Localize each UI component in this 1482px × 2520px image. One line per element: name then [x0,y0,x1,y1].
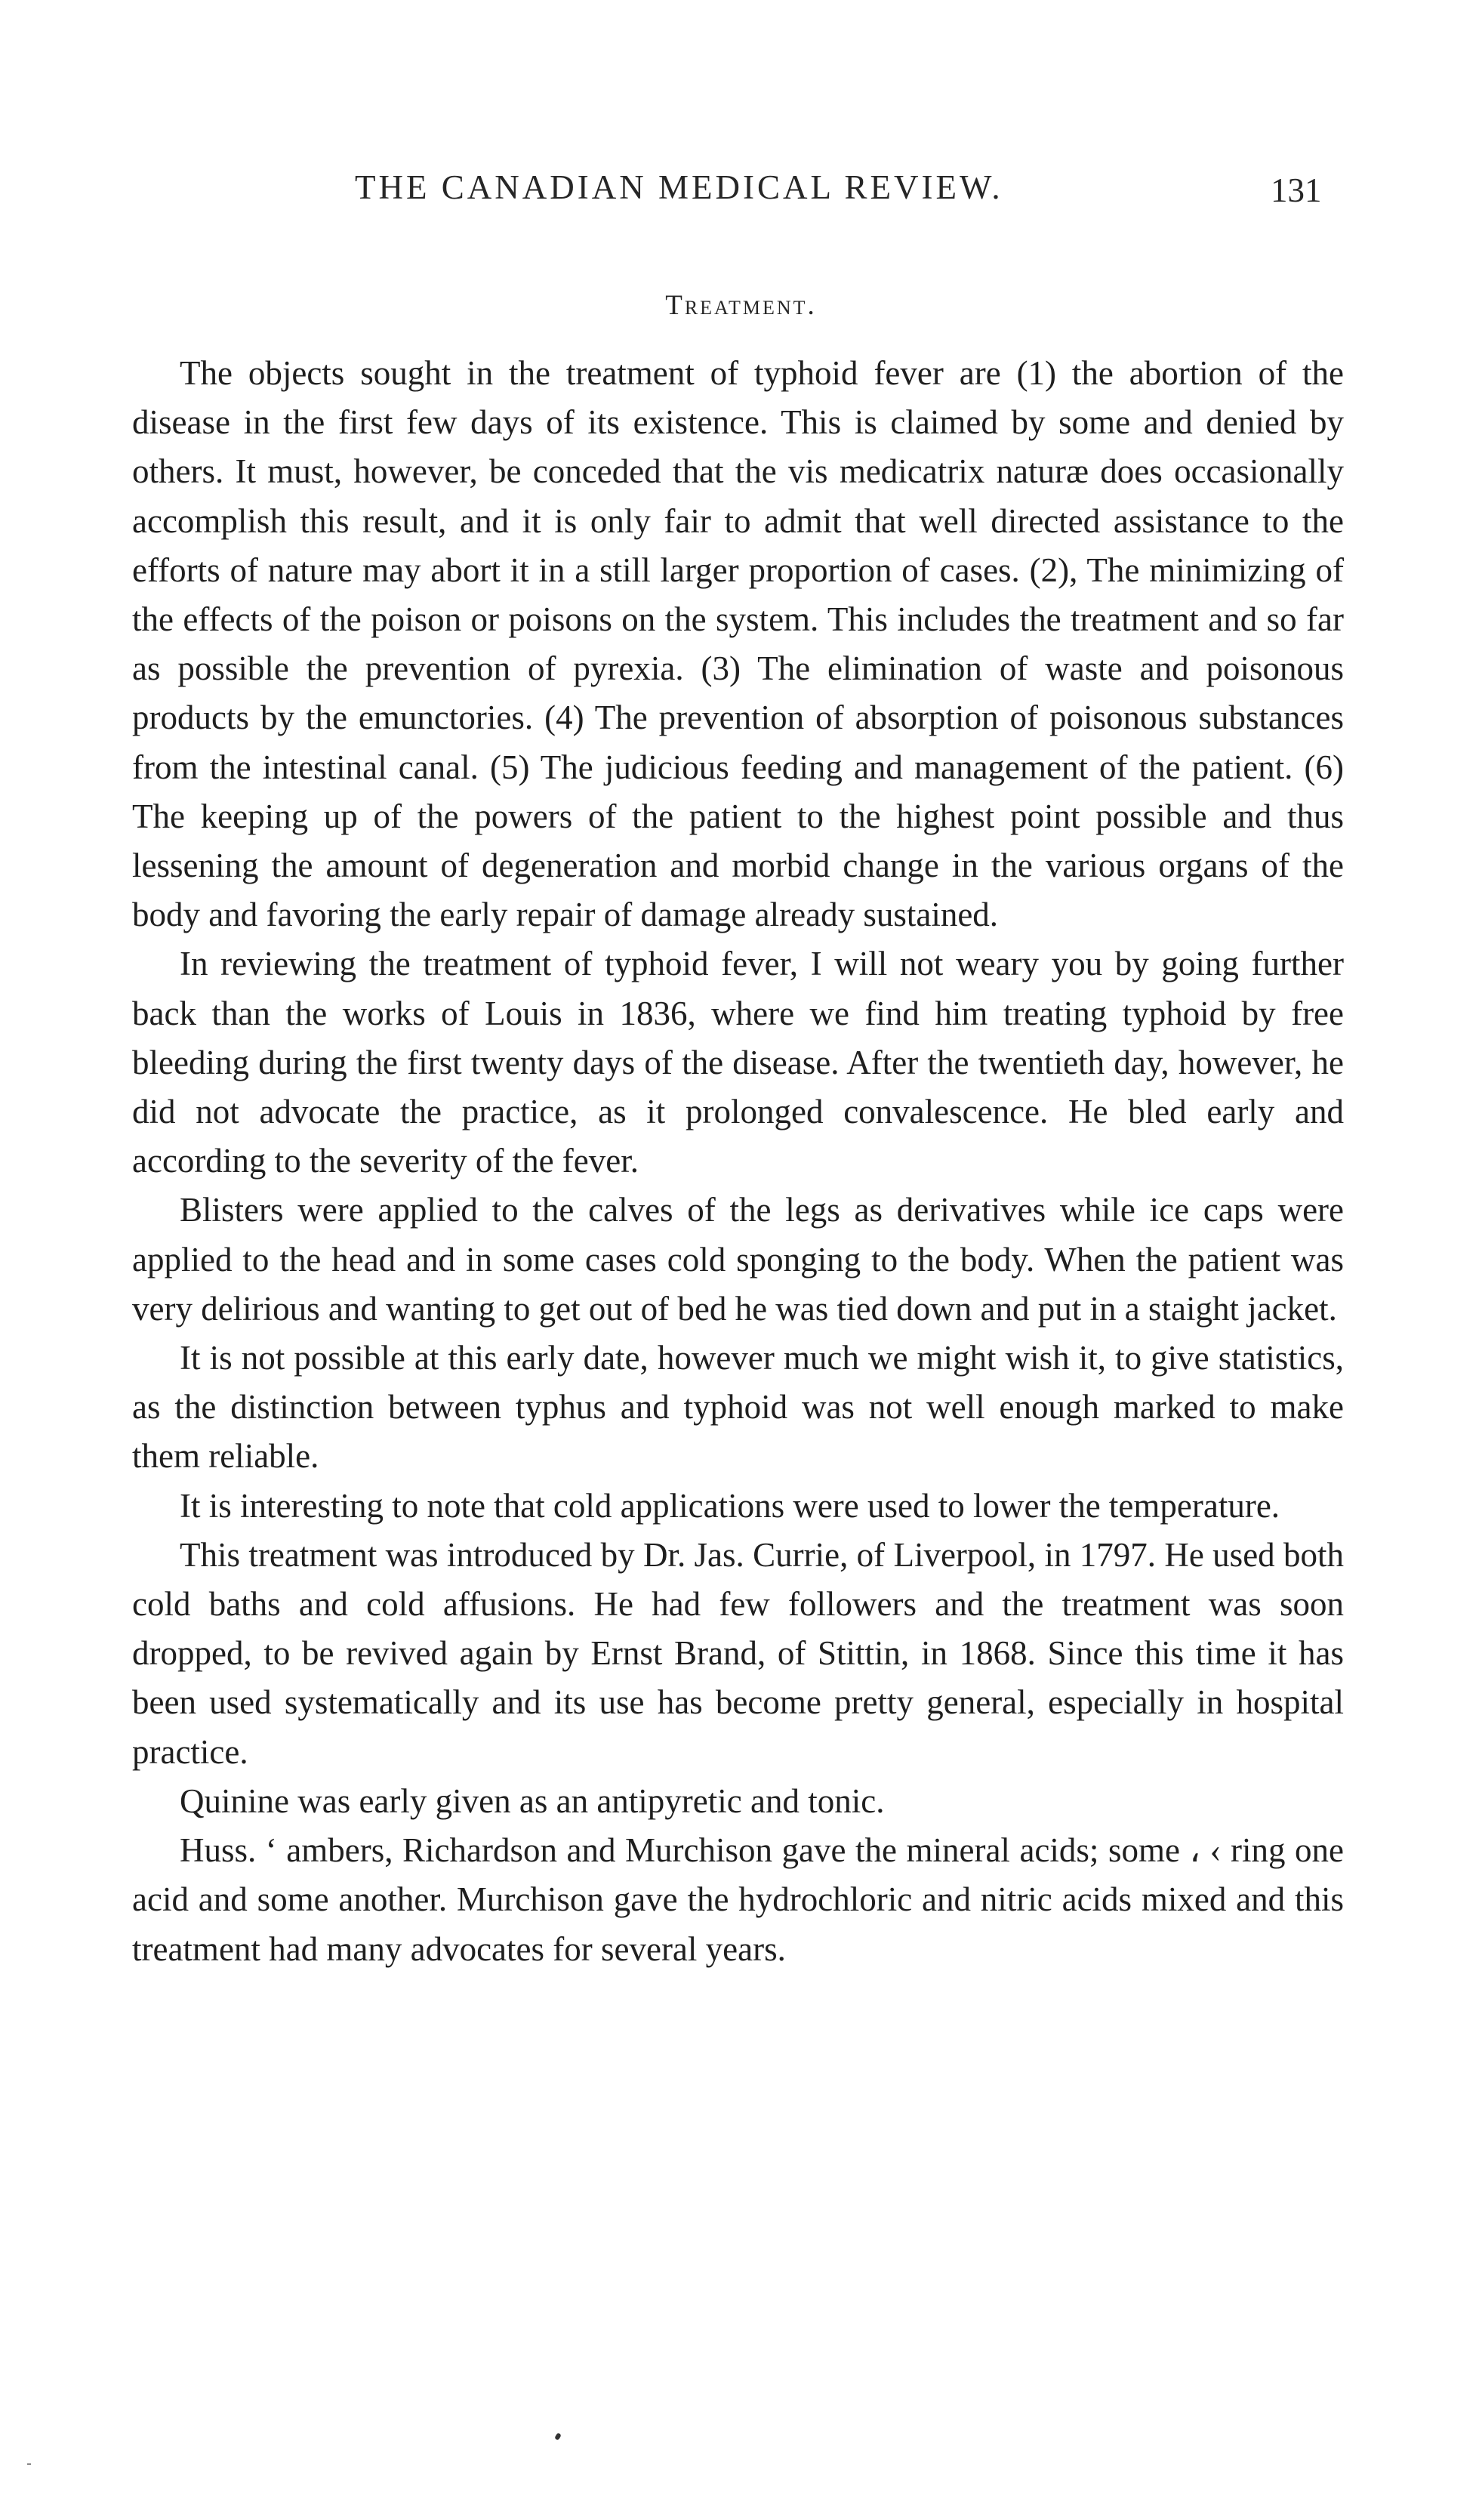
paragraph-objects-of-treatment: The objects sought in the treatment of typhoid fever are (1) the abortion of the disease in the first few days of its existence. This is claimed by some and denied by others. It must, however, be conceded that the vis medicatrix naturæ does occasionally accomplish this result, and it is only fair to admit that well directed assistance to the efforts of nature may abort it in a still larger proportion of cases. (2), The minimizing of the effects of the poison or poisons on the system. This includes the treatment and so far as possible the prevention of pyrexia. (3) The elimination of waste and poisonous products by the emunctories. (4) The prevention of absorption of poisonous substances from the intestinal canal. (5) The judicious feeding and management of the patient. (6) The keeping up of the powers of the patient to the highest point possible and thus lessening the amount of degeneration and morbid change in the various organs of the body and favoring the early repair of damage already sustained. [132,354,1344,934]
page-number: 131 [1271,171,1322,209]
margin-speck [27,2463,31,2465]
paragraph-blisters: Blisters were applied to the calves of the legs as derivatives while ice caps were applied to the head and in some cases cold sponging to the body. When the patient was very delirious and wanting to get out of bed he was tied down and put in a staight jacket. [132,1191,1344,1328]
paragraph-currie-brand: This treatment was introduced by Dr. Jas. Currie, of Liverpool, in 1797. He used both cold baths and cold affusions. He had few followers and the treatment was soon dropped, to be revived again by Ernst Brand, of Stittin, in 1868. Since this time it has been used systematically and its use has become pretty general, especially in hospital practice. [132,1535,1344,1771]
paragraph-quinine: Quinine was early given as an antipyretic and tonic. [180,1781,885,1820]
paragraph-cold-applications: It is interesting to note that cold applications were used to lower the temperature. [180,1486,1280,1525]
paragraph-statistics: It is not possible at this early date, however much we might wish it, to give statistics, as the distinction between typhus and typhoid was not well enough marked to make them reliable. [132,1339,1344,1476]
body-text [132,349,1344,1974]
running-head-title: THE CANADIAN MEDICAL REVIEW. [355,168,1003,206]
paragraph-louis-bleeding: In reviewing the treatment of typhoid fever, I will not weary you by going further back than the works of Louis in 1836, where we find him treating typhoid by free bleeding during the first twenty days of the disease. After the twentieth day, however, he did not advocate the practice, as it prolonged convalescence. He bled early and according to the severity of the fever. [132,945,1344,1180]
section-heading: Treatment. [665,290,817,321]
ink-speck [554,2432,562,2441]
paragraph-mineral-acids: Huss. ‘ ambers, Richardson and Murchison gave the mineral acids; some ، ‹ ring one acid and some another. Murchison gave the hydrochloric and nitric acids mixed and this treatment had many advocates for several years. [132,1831,1344,1968]
